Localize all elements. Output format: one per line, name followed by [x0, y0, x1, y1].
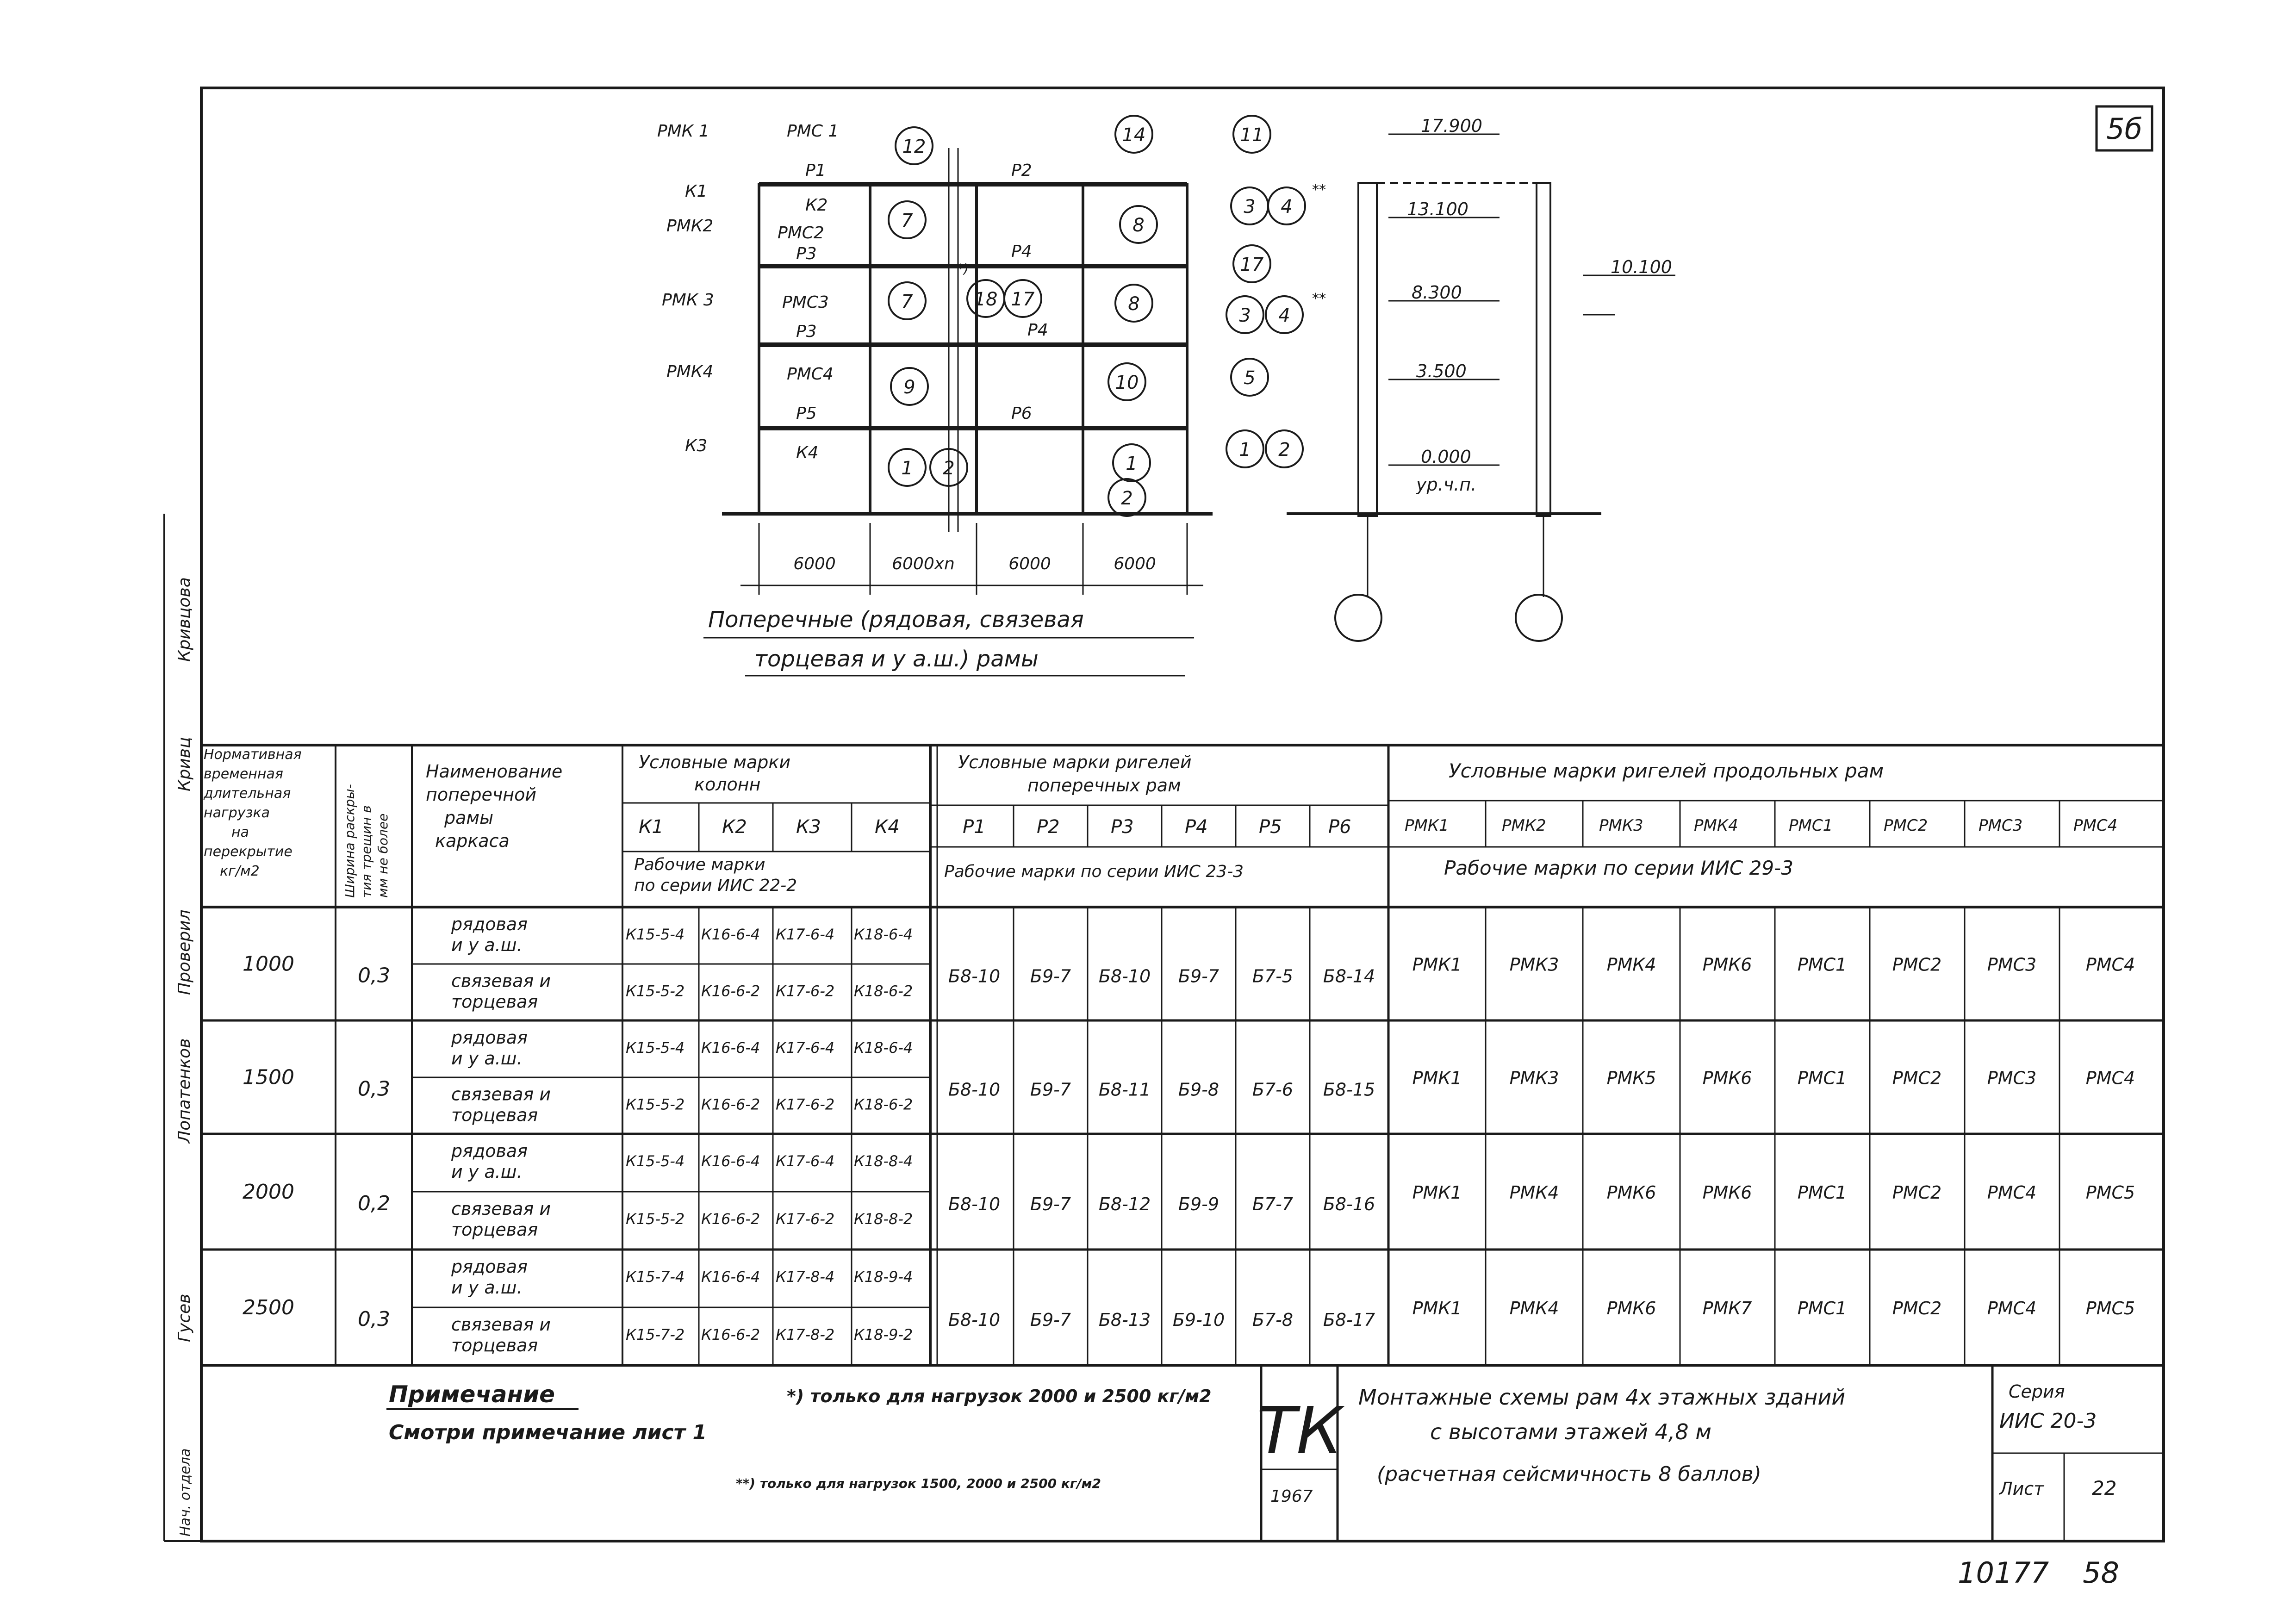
long-beam-mark: РМК1	[1412, 1298, 1462, 1318]
cross-beam-mark: Б8-10	[1098, 966, 1151, 987]
frame-name: связевая и	[451, 970, 551, 991]
long-beam-mark: РМК1	[1412, 1182, 1462, 1203]
column-mark: К16-6-4	[701, 1268, 760, 1286]
column-mark: К17-6-2	[776, 1210, 835, 1228]
svg-text:1: 1	[901, 458, 913, 479]
frame-name: и у а.ш.	[451, 1048, 523, 1069]
frame-label: Р6	[1011, 404, 1032, 423]
cross-beam-mark: Б8-11	[1098, 1079, 1151, 1100]
load-value: 2000	[243, 1180, 294, 1204]
long-beam-mark: РМС4	[2085, 1068, 2135, 1088]
long-header: РМК2	[1502, 816, 1546, 835]
svg-text:1: 1	[1239, 439, 1251, 460]
column-mark: К16-6-4	[701, 1152, 760, 1170]
cross-beam-mark: Б8-12	[1098, 1194, 1151, 1214]
sheet-value: 22	[2092, 1477, 2117, 1499]
long-beam-mark: РМС1	[1797, 1298, 1847, 1318]
svg-text:8: 8	[1128, 293, 1140, 315]
footer	[386, 1365, 2164, 1590]
long-beam-mark: РМС2	[1892, 1068, 1942, 1088]
column-mark: К17-6-4	[776, 926, 835, 943]
callout	[1266, 430, 1303, 467]
long-header: РМК4	[1694, 816, 1738, 835]
long-beam-mark: РМС3	[1987, 954, 2037, 975]
elevation-section	[1287, 134, 1675, 641]
cross-header: Р2	[1037, 816, 1060, 838]
callout	[1231, 187, 1268, 224]
cross-beam-mark: Б7-8	[1252, 1310, 1294, 1330]
svg-text:2: 2	[1121, 488, 1133, 509]
axis-marker	[1516, 595, 1562, 641]
column-mark: К15-7-2	[626, 1326, 685, 1343]
callout	[967, 280, 1004, 317]
column-mark: К18-9-4	[854, 1268, 913, 1286]
crack-header: Ширина раскры- тия трещин в мм не более	[342, 784, 391, 898]
cross-beam-mark: Б7-6	[1252, 1079, 1294, 1100]
callout	[1226, 296, 1263, 333]
note-title: Примечание	[389, 1381, 555, 1408]
svg-text:14: 14	[1122, 124, 1146, 146]
column-mark: К18-8-2	[854, 1210, 913, 1228]
cross-beam-mark: Б8-17	[1323, 1310, 1375, 1330]
sheet-title-line1: Монтажные схемы рам 4х этажных зданий	[1358, 1385, 1846, 1410]
star-mark: **	[1312, 182, 1326, 198]
frame-label: РМК 3	[662, 291, 714, 310]
elevation-labels	[957, 116, 1672, 495]
cross-header: Р3	[1111, 816, 1134, 838]
long-beam-mark: РМС1	[1797, 1182, 1847, 1203]
cross-beam-mark: Б8-16	[1323, 1194, 1375, 1214]
column-mark: К18-9-2	[854, 1326, 913, 1343]
long-beam-mark: РМС4	[2085, 954, 2135, 975]
column-mark: К16-6-4	[701, 1039, 760, 1057]
frame-name: торцевая	[451, 991, 538, 1012]
column-mark: К18-6-2	[854, 1095, 913, 1113]
long-beam-mark: РМК6	[1702, 1182, 1752, 1203]
svg-text:11: 11	[1240, 124, 1264, 146]
frame-name: и у а.ш.	[451, 1277, 523, 1298]
cross-beam-mark: Б8-10	[948, 966, 1001, 987]
cross-header: Р5	[1259, 816, 1282, 838]
callout	[1108, 363, 1145, 400]
page-marker: 5б	[2106, 112, 2142, 146]
callout	[896, 127, 933, 164]
svg-text:17: 17	[1011, 289, 1035, 310]
strip-label: Нач. отдела	[177, 1448, 193, 1536]
callout	[1233, 116, 1270, 153]
callout	[1268, 187, 1305, 224]
long-beam-mark: РМС1	[1797, 954, 1847, 975]
elevation-mark: 17.900	[1421, 116, 1482, 136]
column-mark: К15-7-4	[626, 1268, 685, 1286]
elevation-mark: 10.100	[1611, 257, 1672, 277]
crack-value: 0,3	[358, 964, 390, 988]
drawing-title-line2: торцевая и у а.ш.) рамы	[754, 646, 1039, 672]
footnote-1: *) только для нагрузок 2000 и 2500 кг/м2	[787, 1386, 1212, 1406]
load-value: 2500	[243, 1296, 294, 1319]
column-mark: К18-6-4	[854, 926, 913, 943]
long-header: РМС2	[1884, 816, 1928, 835]
frame-label: Р1	[805, 161, 826, 180]
series-value: ИИС 20-3	[1999, 1409, 2097, 1433]
frame-name: и у а.ш.	[451, 1162, 523, 1182]
frame-label: РМС 1	[787, 122, 839, 141]
svg-text:17: 17	[1240, 254, 1264, 275]
callout	[1115, 116, 1152, 153]
callout	[1233, 245, 1270, 282]
column-mark: К16-6-2	[701, 1210, 760, 1228]
column-mark: К18-8-4	[854, 1152, 913, 1170]
elevation-mark: 8.300	[1412, 282, 1462, 303]
long-header: РМК3	[1599, 816, 1643, 835]
long-header: РМС4	[2073, 816, 2118, 835]
cross-beam-mark: Б7-5	[1252, 966, 1294, 987]
column-mark: К16-6-2	[701, 982, 760, 1000]
svg-text:18: 18	[974, 289, 998, 310]
frame-label: Р4	[1027, 321, 1048, 340]
drawing-title-line1: Поперечные (рядовая, связевая	[708, 607, 1084, 633]
frame-name: торцевая	[451, 1105, 538, 1126]
svg-text:2: 2	[1278, 439, 1290, 460]
column-mark: К17-6-4	[776, 1152, 835, 1170]
cross-beam-mark: Б8-10	[948, 1079, 1001, 1100]
column-mark: К15-5-4	[626, 926, 685, 943]
callout	[1004, 280, 1041, 317]
load-value: 1500	[243, 1065, 294, 1089]
cross-work-header: Рабочие марки по серии ИИС 23-3	[944, 862, 1244, 881]
callout	[1120, 206, 1157, 243]
frame-name: связевая и	[451, 1314, 551, 1335]
cross-beam-mark: Б8-10	[948, 1310, 1001, 1330]
series-label: Серия	[2009, 1381, 2065, 1402]
callout	[1226, 430, 1263, 467]
long-beam-mark: РМК3	[1509, 954, 1559, 975]
column-mark: К17-6-2	[776, 1095, 835, 1113]
col-header: К2	[722, 816, 747, 838]
long-beam-mark: РМС5	[2085, 1182, 2135, 1203]
column-mark: К17-8-2	[776, 1326, 835, 1343]
columns-group-header: Условные марки колонн	[639, 752, 791, 795]
frame-label: Р3	[796, 322, 817, 341]
long-header: РМК1	[1405, 816, 1449, 835]
frame-name: рядовая	[451, 1027, 528, 1048]
cross-beam-mark: Б9-9	[1178, 1194, 1220, 1214]
long-work-header: Рабочие марки по серии ИИС 29-3	[1444, 857, 1793, 879]
frame-name: торцевая	[451, 1219, 538, 1240]
elevation-mark: 3.500	[1416, 361, 1467, 381]
strip-label: Проверил	[175, 909, 194, 995]
long-beam-mark: РМС3	[1987, 1068, 2037, 1088]
long-beam-mark: РМК6	[1606, 1298, 1656, 1318]
callout	[889, 449, 926, 486]
span-label: 6000	[1114, 554, 1156, 573]
star-mark: **	[1312, 291, 1326, 307]
load-header: Нормативная временная длительная нагрузка на перекрытие кг/м2	[204, 746, 302, 879]
long-beam-mark: РМС2	[1892, 1298, 1942, 1318]
svg-text:9: 9	[903, 377, 915, 398]
frame-label: К2	[805, 196, 828, 215]
column-mark: К16-6-2	[701, 1326, 760, 1343]
cross-beam-mark: Б7-7	[1252, 1194, 1294, 1214]
cross-header: Р6	[1328, 816, 1351, 838]
long-beam-mark: РМК6	[1606, 1182, 1656, 1203]
cross-header: Р4	[1185, 816, 1208, 838]
archive-number: 10177	[1958, 1556, 2049, 1590]
span-label: 6000	[793, 554, 836, 573]
callout	[1115, 285, 1152, 322]
svg-text:5: 5	[1244, 367, 1256, 389]
strip-label: Кривцова	[175, 577, 194, 662]
cross-beam-mark: Б9-10	[1172, 1310, 1225, 1330]
cross-beam-mark: Б9-7	[1030, 1079, 1071, 1100]
long-header: РМС3	[1979, 816, 2023, 835]
column-mark: К17-6-2	[776, 982, 835, 1000]
sheet-title-line3: (расчетная сейсмичность 8 баллов)	[1377, 1462, 1761, 1486]
cross-beam-mark: Б8-10	[948, 1194, 1001, 1214]
long-beam-mark: РМК4	[1509, 1298, 1559, 1318]
callout	[891, 368, 928, 405]
cross-beam-mark: Б8-15	[1323, 1079, 1375, 1100]
svg-text:2: 2	[943, 458, 955, 479]
table-header	[203, 746, 2117, 898]
cross-header: Р1	[963, 816, 986, 838]
frame-label: Р2	[1011, 161, 1032, 180]
left-strip-labels	[175, 577, 194, 1536]
cross-beam-mark: Б9-8	[1178, 1079, 1220, 1100]
long-beam-mark: РМК3	[1509, 1068, 1559, 1088]
svg-text:12: 12	[902, 136, 926, 157]
column-mark: К17-6-4	[776, 1039, 835, 1057]
crack-value: 0,3	[358, 1077, 390, 1101]
frame-label: РМК4	[666, 362, 714, 381]
long-beam-mark: РМК6	[1702, 954, 1752, 975]
cross-beam-mark: Б8-14	[1323, 966, 1375, 987]
long-beam-mark: РМК4	[1509, 1182, 1559, 1203]
elevation-mark: 13.100	[1407, 199, 1468, 219]
column-mark: К15-5-2	[626, 982, 685, 1000]
svg-text:1: 1	[1126, 453, 1138, 474]
frame-name: торцевая	[451, 1335, 538, 1356]
column-mark: К15-5-2	[626, 1095, 685, 1113]
callout	[889, 201, 926, 238]
footnote-2: **) только для нагрузок 1500, 2000 и 2500 кг/м2	[736, 1476, 1101, 1491]
sheet-title-line2: с высотами этажей 4,8 м	[1430, 1419, 1711, 1444]
elevation-mark: 0.000	[1421, 447, 1471, 467]
frame-label: РМС2	[778, 224, 824, 243]
svg-text:3: 3	[1244, 196, 1256, 218]
year: 1967	[1270, 1487, 1313, 1506]
long-header: РМС1	[1789, 816, 1833, 835]
frame-label: РМК2	[666, 217, 714, 236]
cross-beam-mark: Б9-7	[1030, 1194, 1071, 1214]
span-label: 6000	[1008, 554, 1051, 573]
sheet-label: Лист	[1999, 1479, 2044, 1499]
frame-name: рядовая	[451, 914, 528, 934]
callout-circles	[889, 116, 1305, 516]
svg-text:7: 7	[901, 291, 913, 312]
logo: ТК	[1257, 1393, 1343, 1469]
long-beam-mark: РМК1	[1412, 1068, 1462, 1088]
long-beam-mark: РМС2	[1892, 954, 1942, 975]
page-number: 58	[2083, 1556, 2119, 1590]
callout	[1108, 479, 1145, 516]
column-mark: К18-6-2	[854, 982, 913, 1000]
frame-label: К1	[685, 182, 708, 201]
frame-name-header: Наименование поперечной рамы каркаса	[426, 761, 563, 851]
cross-beam-mark: Б9-7	[1030, 1310, 1071, 1330]
svg-text:7: 7	[901, 210, 913, 231]
svg-text:3: 3	[1239, 305, 1251, 326]
columns-work-header: Рабочие марки по серии ИИС 22-2	[634, 855, 797, 895]
long-beam-mark: РМК1	[1412, 954, 1462, 975]
long-beam-mark: РМК4	[1606, 954, 1656, 975]
cross-beam-mark: Б9-7	[1030, 966, 1071, 987]
strip-label: Кривц	[175, 737, 194, 791]
cross-beam-mark: Б8-13	[1098, 1310, 1151, 1330]
frame-label: РМК 1	[657, 122, 709, 141]
frame-label: РМС4	[787, 365, 834, 384]
strip-label: Гусев	[175, 1293, 194, 1342]
long-beam-mark: РМС1	[1797, 1068, 1847, 1088]
col-header: К3	[796, 816, 821, 838]
frame-label: Р3	[796, 244, 817, 263]
span-label: 6000хn	[892, 554, 955, 573]
column-mark: К16-6-2	[701, 1095, 760, 1113]
svg-text:4: 4	[1281, 196, 1293, 218]
column-mark: К15-5-2	[626, 1210, 685, 1228]
column-mark: К15-5-4	[626, 1039, 685, 1057]
frame-name: и у а.ш.	[451, 935, 523, 955]
elevation-mark: ур.ч.п.	[1416, 474, 1477, 495]
col-header: К4	[875, 816, 900, 838]
svg-text:8: 8	[1132, 215, 1145, 236]
note-text: Смотри примечание лист 1	[389, 1421, 707, 1444]
axis-marker	[1335, 595, 1381, 641]
star-mark: *)	[957, 261, 969, 276]
callout	[889, 282, 926, 319]
long-beam-mark: РМК7	[1702, 1298, 1752, 1318]
frame-name: рядовая	[451, 1141, 528, 1161]
frame-label: Р5	[796, 404, 817, 423]
long-beam-mark: РМС2	[1892, 1182, 1942, 1203]
cross-group-header: Условные марки ригелей поперечных рам	[958, 752, 1192, 796]
frame-label: К4	[796, 443, 819, 462]
long-beam-mark: РМС5	[2085, 1298, 2135, 1318]
frame-name: связевая и	[451, 1084, 551, 1105]
column-mark: К17-8-4	[776, 1268, 835, 1286]
column-mark: К16-6-4	[701, 926, 760, 943]
svg-text:10: 10	[1115, 372, 1139, 393]
callout	[1266, 296, 1303, 333]
column-mark: К18-6-4	[854, 1039, 913, 1057]
svg-text:4: 4	[1278, 305, 1290, 326]
column-mark: К15-5-4	[626, 1152, 685, 1170]
callout	[1231, 359, 1268, 396]
frame-label: Р4	[1011, 242, 1032, 261]
frame-name: рядовая	[451, 1256, 528, 1277]
long-beam-mark: РМК6	[1702, 1068, 1752, 1088]
callout	[1113, 444, 1150, 481]
crack-value: 0,3	[358, 1307, 390, 1331]
cross-beam-mark: Б9-7	[1178, 966, 1220, 987]
long-beam-mark: РМС4	[1987, 1182, 2037, 1203]
col-header: К1	[639, 816, 664, 838]
frame-label: К3	[685, 436, 708, 455]
frame-label: РМС3	[782, 293, 829, 312]
span-dimensions	[740, 523, 1203, 595]
crack-value: 0,2	[358, 1192, 390, 1215]
long-beam-mark: РМС4	[1987, 1298, 2037, 1318]
strip-label: Лопатенков	[175, 1038, 194, 1143]
load-value: 1000	[243, 952, 294, 976]
frame-name: связевая и	[451, 1199, 551, 1219]
long-beam-mark: РМК5	[1606, 1068, 1656, 1088]
long-group-header: Условные марки ригелей продольных рам	[1449, 759, 1884, 782]
